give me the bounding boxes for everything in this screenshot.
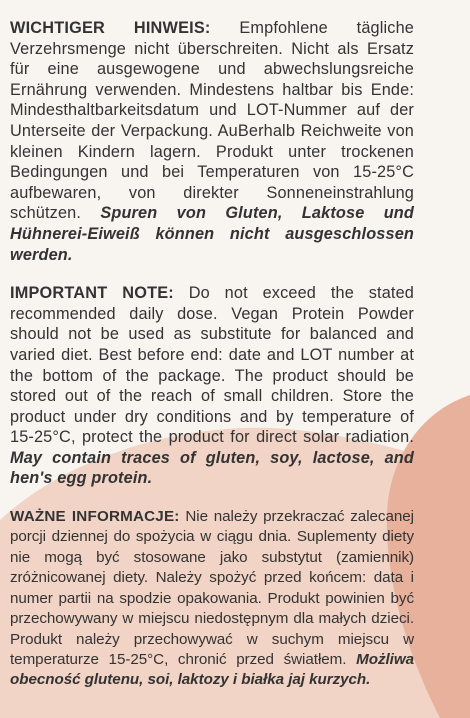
notice-german-body: Empfohlene tägliche Verzehrsmenge nicht überschreiten. Nicht als Ersatz für eine ausgewogene und abwechslungsreiche Ernährung verwenden. Mindestens haltbar bis Ende: Mindesthaltbarkeitsdatum und LOT-Nummer auf der Unterseite der Verpackung. AuBerhalb Reichweite von kleinen Kindern lagern. Produkt unter trockenen Bedingungen und bei Temperaturen von 15-25°C aufbewaren, von direkter Sonneneinstrahlung schützen.: [10, 19, 414, 223]
notice-english: [0, 283, 470, 489]
notice-german-heading: WICHTIGER HINWEIS:: [10, 19, 211, 37]
notice-german-allergen-warning: Spuren von Gluten, Laktose und Hühnerei-Eiweiß können nicht ausgeschlossen werden.: [10, 204, 414, 264]
notice-german: [0, 18, 470, 265]
notice-polish-body: Nie należy przekraczać zalecanej porcji dziennej do spożycia w ciągu dnia. Suplementy diety nie mogą być stosowane jako substytut (zamiennik) zróżnicowanej diety. Należy spożyć przed końcem: data i numer partii na spodzie opakowania. Produkt powinien być przechowywany w miejscu niedostępnym dla małych dzieci. Produkt należy przechowywać w suchym miejscu w temperaturze 15-25°C, chronić przed światłem.: [10, 508, 414, 668]
notice-polish-allergen-warning: Możliwa obecność glutenu, soi, laktozy i białka jaj kurzych.: [10, 650, 414, 689]
notice-english-heading: IMPORTANT NOTE:: [10, 284, 174, 303]
notice-english-body: Do not exceed the stated recommended daily dose. Vegan Protein Powder should not be used as substitute for balanced and varied diet. Best before end: date and LOT number at the bottom of the package. The product should be stored out of the reach of small children. Store the product under dry conditions and by temperature of 15-25°C, protect the product for direct solar radiation.: [10, 284, 414, 447]
notice-english-allergen-warning: May contain traces of gluten, soy, lactose, and hen's egg protein.: [10, 448, 414, 488]
notice-polish: [0, 507, 470, 691]
notice-polish-heading: WAŻNE INFORMACJE:: [10, 508, 180, 526]
product-notice-panel: [0, 18, 470, 691]
